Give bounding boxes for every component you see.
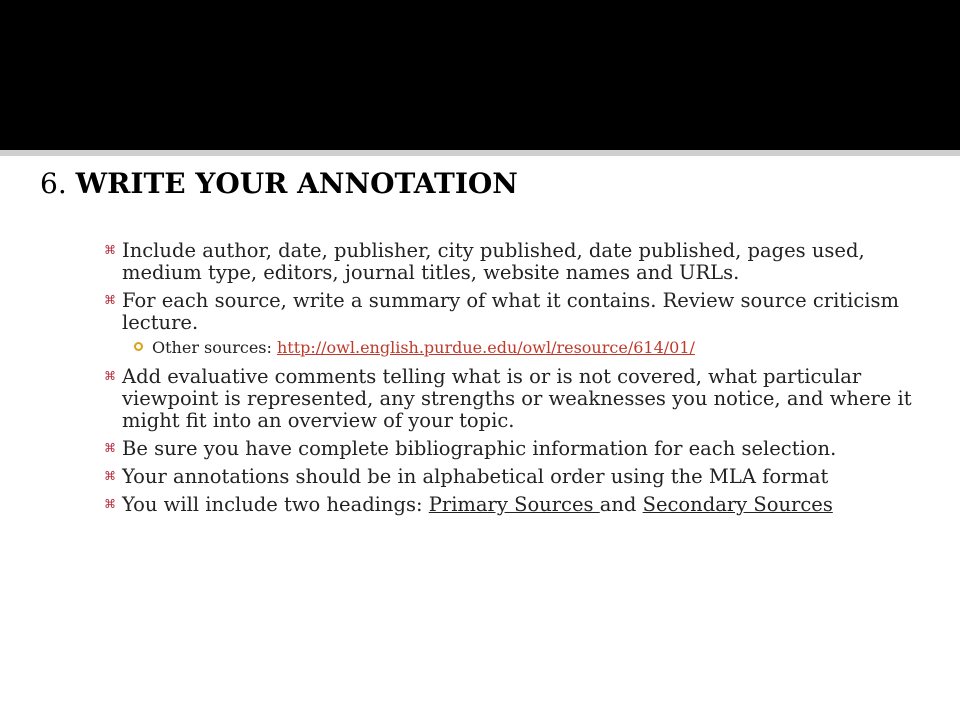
bullet-item-3 (104, 366, 934, 432)
bullet-item-2 (104, 290, 934, 334)
slide-title (40, 166, 518, 202)
arrow-cross-icon: ⌘ (104, 293, 116, 307)
sub-bullet-item (134, 338, 934, 358)
bullet-item-1 (104, 240, 934, 284)
ring-icon (134, 342, 143, 351)
bullet-list (104, 240, 934, 522)
bullet-item-6 (104, 494, 934, 516)
bullet-item-4 (104, 438, 934, 460)
bullet-text-6-prefix: You will include two headings: (122, 493, 429, 516)
arrow-cross-icon: ⌘ (104, 243, 116, 257)
title-number: 6. (40, 167, 67, 200)
banner-divider (0, 150, 960, 156)
secondary-sources-heading: Secondary Sources (642, 493, 833, 516)
purdue-owl-link[interactable]: http://owl.english.purdue.edu/owl/resource/614/01/ (276, 338, 695, 357)
arrow-cross-icon: ⌘ (104, 369, 116, 383)
arrow-cross-icon: ⌘ (104, 497, 116, 511)
bullet-text-1: Include author, date, publisher, city published, date published, pages used, medium type, editors, journal titles, website names and URLs. (122, 239, 865, 284)
bullet-text-3: Add evaluative comments telling what is or is not covered, what particular viewpoint is represented, any strengths or weaknesses you notice, and where it might fit into an overview of your topic. (122, 365, 912, 432)
primary-sources-heading: Primary Sources (428, 493, 600, 516)
bullet-text-6-joiner: and (599, 493, 643, 516)
arrow-cross-icon: ⌘ (104, 469, 116, 483)
title-text: WRITE YOUR ANNOTATION (75, 167, 518, 200)
top-banner (0, 0, 960, 150)
bullet-item-5 (104, 466, 934, 488)
arrow-cross-icon: ⌘ (104, 441, 116, 455)
bullet-text-2: For each source, write a summary of what it contains. Review source criticism lecture. (122, 289, 900, 334)
sub-bullet-label: Other sources: (152, 338, 277, 357)
bullet-text-5: Your annotations should be in alphabetical order using the MLA format (122, 465, 829, 488)
bullet-text-4: Be sure you have complete bibliographic information for each selection. (122, 437, 837, 460)
